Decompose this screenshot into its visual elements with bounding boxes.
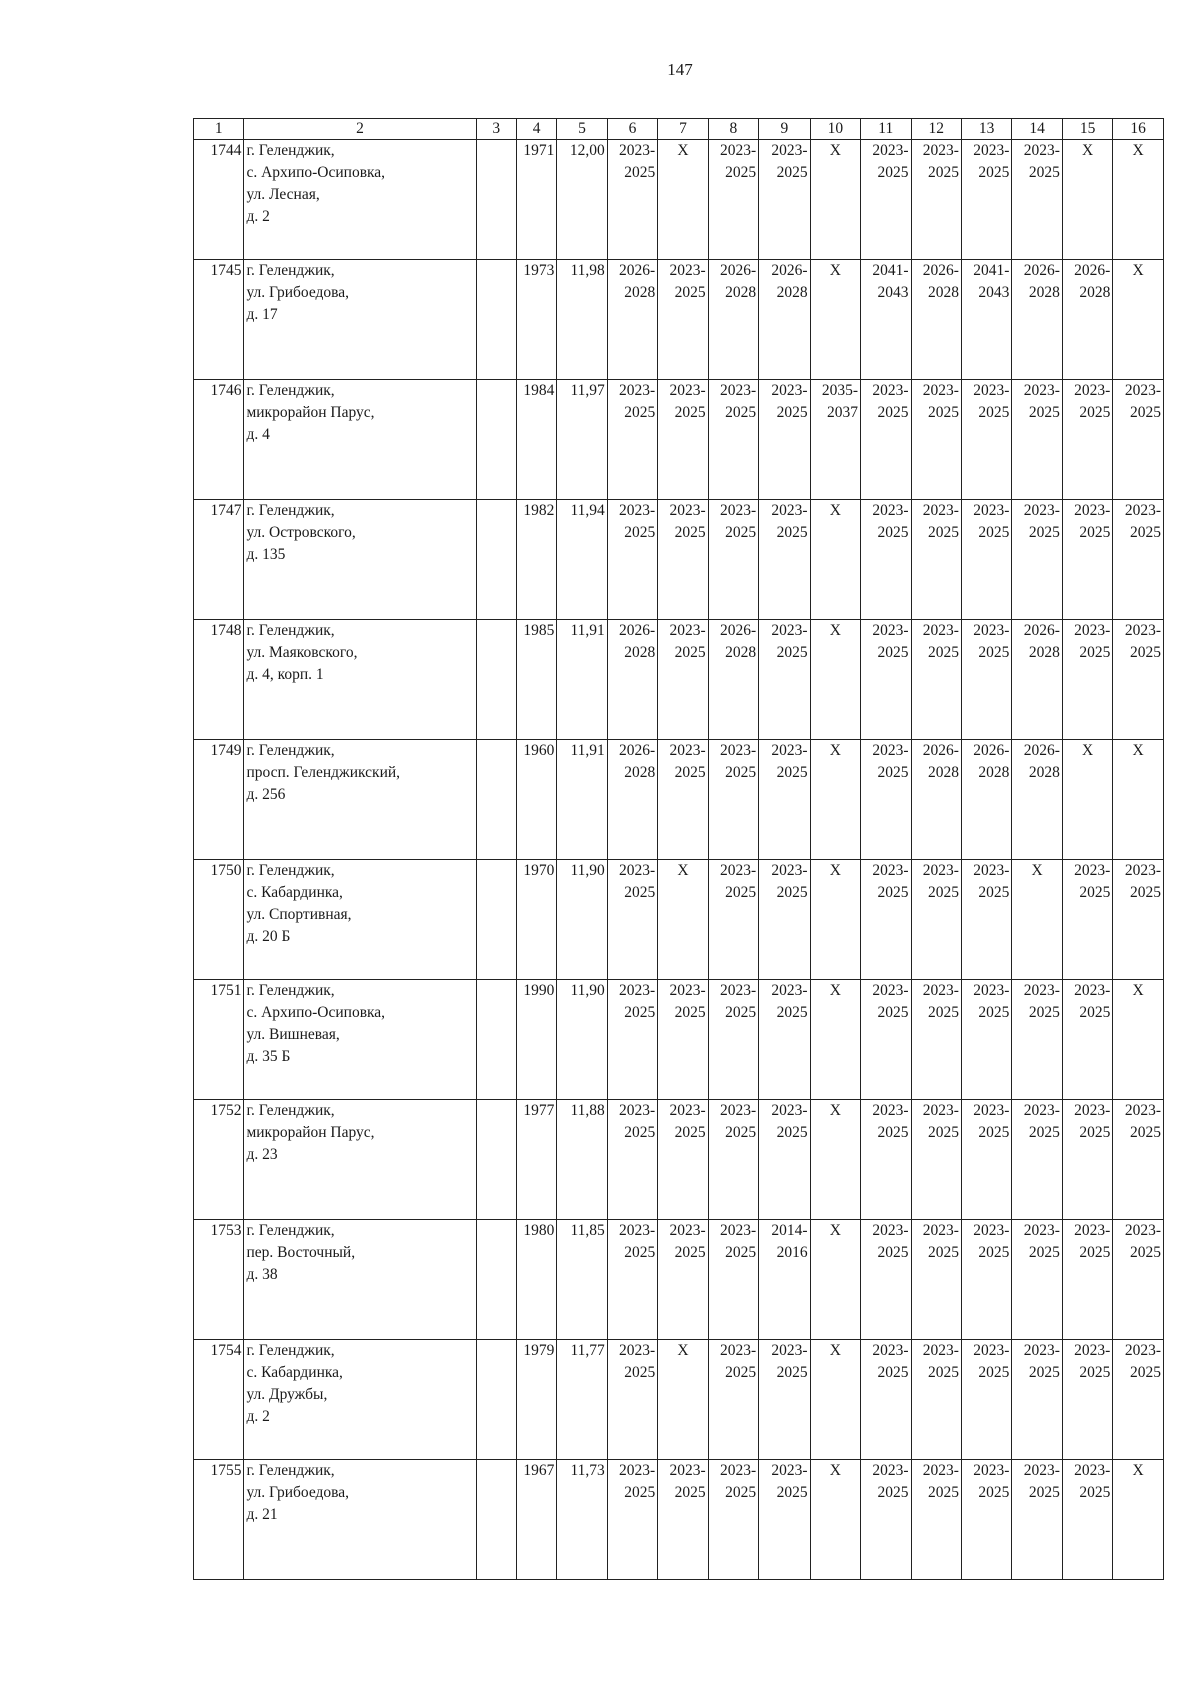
row-number: 1752 — [194, 1100, 244, 1220]
address-line: г. Геленджик, — [246, 1102, 335, 1119]
period-cell: 2023- 2025 — [607, 380, 657, 500]
table-row — [194, 1100, 1164, 1220]
header-cell: 7 — [658, 119, 708, 140]
address-line: д. 38 — [246, 1266, 278, 1283]
period-cell: 2023- 2025 — [961, 860, 1011, 980]
value-cell: 11,98 — [557, 260, 607, 380]
period-cell: 2023- 2025 — [607, 980, 657, 1100]
period-cell: 2023- 2025 — [861, 740, 911, 860]
period-cell: X — [658, 860, 708, 980]
period-cell: 2023- 2025 — [911, 860, 961, 980]
period-cell: 2026- 2028 — [1012, 620, 1062, 740]
period-cell: 2023- 2025 — [911, 1220, 961, 1340]
period-cell: X — [810, 140, 860, 260]
col3-cell — [476, 380, 516, 500]
period-cell: 2023- 2025 — [1113, 860, 1164, 980]
period-cell: 2023- 2025 — [961, 1100, 1011, 1220]
period-cell: X — [1113, 1460, 1164, 1580]
period-cell: 2023- 2025 — [708, 1340, 758, 1460]
address-line: микрорайон Парус, — [246, 404, 375, 421]
address-line: с. Архипо-Осиповка, — [246, 1004, 386, 1021]
period-cell: 2023- 2025 — [759, 140, 810, 260]
period-cell: X — [1062, 740, 1112, 860]
period-cell: 2023- 2025 — [1012, 500, 1062, 620]
period-cell: 2023- 2025 — [759, 500, 810, 620]
address-line: д. 4, корп. 1 — [246, 666, 324, 683]
period-cell: 2023- 2025 — [1012, 1220, 1062, 1340]
value-cell: 11,97 — [557, 380, 607, 500]
period-cell: 2023- 2025 — [961, 1460, 1011, 1580]
period-cell: 2023- 2025 — [1062, 1460, 1112, 1580]
header-cell: 12 — [911, 119, 961, 140]
value-cell: 11,73 — [557, 1460, 607, 1580]
table-row — [194, 140, 1164, 260]
period-cell: 2026- 2028 — [759, 260, 810, 380]
period-cell: 2023- 2025 — [961, 380, 1011, 500]
period-cell: 2023- 2025 — [911, 140, 961, 260]
period-cell: 2023- 2025 — [861, 980, 911, 1100]
period-cell: X — [1012, 860, 1062, 980]
period-cell: 2023- 2025 — [911, 1340, 961, 1460]
period-cell: 2023- 2025 — [1062, 500, 1112, 620]
period-cell: 2023- 2025 — [911, 380, 961, 500]
table-row — [194, 740, 1164, 860]
table-body — [194, 140, 1164, 1580]
row-number: 1747 — [194, 500, 244, 620]
period-cell: 2026- 2028 — [708, 260, 758, 380]
period-cell: 2026- 2028 — [708, 620, 758, 740]
address-cell — [244, 860, 476, 980]
period-cell: X — [810, 1460, 860, 1580]
address-line: с. Кабардинка, — [246, 1364, 343, 1381]
period-cell: 2023- 2025 — [961, 980, 1011, 1100]
address-cell — [244, 620, 476, 740]
col3-cell — [476, 140, 516, 260]
period-cell: 2023- 2025 — [1012, 1340, 1062, 1460]
table-row — [194, 380, 1164, 500]
period-cell: 2023- 2025 — [911, 980, 961, 1100]
period-cell: 2023- 2025 — [861, 1100, 911, 1220]
period-cell: 2023- 2025 — [1113, 500, 1164, 620]
header-cell: 10 — [810, 119, 860, 140]
period-cell: 2023- 2025 — [708, 1100, 758, 1220]
col3-cell — [476, 500, 516, 620]
header-cell: 15 — [1062, 119, 1112, 140]
table-row — [194, 860, 1164, 980]
period-cell: 2023- 2025 — [1012, 1460, 1062, 1580]
address-line: д. 2 — [246, 208, 270, 225]
period-cell: 2023- 2025 — [861, 1460, 911, 1580]
header-cell: 5 — [557, 119, 607, 140]
period-cell: 2023- 2025 — [708, 1220, 758, 1340]
col3-cell — [476, 1340, 516, 1460]
period-cell: X — [1113, 980, 1164, 1100]
period-cell: 2023- 2025 — [861, 500, 911, 620]
address-line: ул. Островского, — [246, 524, 356, 541]
period-cell: 2023- 2025 — [759, 1460, 810, 1580]
header-cell: 16 — [1113, 119, 1164, 140]
table-row — [194, 1220, 1164, 1340]
register-table — [193, 118, 1164, 1580]
header-cell: 6 — [607, 119, 657, 140]
header-cell: 3 — [476, 119, 516, 140]
period-cell: 2023- 2025 — [708, 740, 758, 860]
period-cell: 2023- 2025 — [607, 860, 657, 980]
address-line: г. Геленджик, — [246, 382, 335, 399]
year-cell: 1982 — [516, 500, 556, 620]
period-cell: 2026- 2028 — [607, 620, 657, 740]
period-cell: X — [810, 1340, 860, 1460]
period-cell: 2023- 2025 — [911, 1460, 961, 1580]
col3-cell — [476, 1100, 516, 1220]
period-cell: 2023- 2025 — [861, 380, 911, 500]
period-cell: X — [810, 620, 860, 740]
address-line: д. 23 — [246, 1146, 278, 1163]
period-cell: 2023- 2025 — [1113, 380, 1164, 500]
period-cell: 2023- 2025 — [607, 1340, 657, 1460]
address-line: г. Геленджик, — [246, 1462, 335, 1479]
value-cell: 11,88 — [557, 1100, 607, 1220]
period-cell: 2041- 2043 — [961, 260, 1011, 380]
year-cell: 1977 — [516, 1100, 556, 1220]
period-cell: 2023- 2025 — [1012, 980, 1062, 1100]
period-cell: 2023- 2025 — [658, 380, 708, 500]
address-cell — [244, 500, 476, 620]
address-line: г. Геленджик, — [246, 982, 335, 999]
address-line: г. Геленджик, — [246, 622, 335, 639]
period-cell: 2023- 2025 — [861, 1220, 911, 1340]
period-cell: 2023- 2025 — [1062, 620, 1112, 740]
period-cell: X — [1113, 740, 1164, 860]
period-cell: 2023- 2025 — [911, 500, 961, 620]
period-cell: 2041- 2043 — [861, 260, 911, 380]
address-line: ул. Маяковского, — [246, 644, 358, 661]
period-cell: 2023- 2025 — [961, 140, 1011, 260]
period-cell: 2023- 2025 — [759, 380, 810, 500]
address-cell — [244, 980, 476, 1100]
period-cell: 2023- 2025 — [1062, 860, 1112, 980]
period-cell: 2023- 2025 — [961, 1340, 1011, 1460]
address-line: д. 135 — [246, 546, 286, 563]
address-line: ул. Вишневая, — [246, 1026, 340, 1043]
address-line: ул. Грибоедова, — [246, 1484, 350, 1501]
period-cell: 2023- 2025 — [759, 1340, 810, 1460]
year-cell: 1990 — [516, 980, 556, 1100]
period-cell: 2023- 2025 — [1113, 1340, 1164, 1460]
row-number: 1744 — [194, 140, 244, 260]
period-cell: X — [810, 1220, 860, 1340]
period-cell: 2023- 2025 — [658, 1460, 708, 1580]
period-cell: 2023- 2025 — [759, 1100, 810, 1220]
address-cell — [244, 140, 476, 260]
address-line: с. Архипо-Осиповка, — [246, 164, 386, 181]
period-cell: 2023- 2025 — [861, 140, 911, 260]
row-number: 1753 — [194, 1220, 244, 1340]
address-line: пер. Восточный, — [246, 1244, 356, 1261]
period-cell: 2026- 2028 — [1012, 260, 1062, 380]
year-cell: 1970 — [516, 860, 556, 980]
address-line: д. 256 — [246, 786, 286, 803]
period-cell: 2023- 2025 — [1062, 1220, 1112, 1340]
period-cell: 2026- 2028 — [911, 260, 961, 380]
period-cell: 2023- 2025 — [607, 500, 657, 620]
table-row — [194, 1460, 1164, 1580]
period-cell: 2023- 2025 — [1062, 980, 1112, 1100]
period-cell: 2023- 2025 — [911, 620, 961, 740]
col3-cell — [476, 740, 516, 860]
period-cell: X — [1113, 140, 1164, 260]
address-line: д. 20 Б — [246, 928, 291, 945]
address-cell — [244, 1100, 476, 1220]
period-cell: 2023- 2025 — [1012, 140, 1062, 260]
period-cell: 2023- 2025 — [607, 1460, 657, 1580]
period-cell: 2023- 2025 — [1062, 1100, 1112, 1220]
table-row — [194, 260, 1164, 380]
period-cell: 2023- 2025 — [1113, 1100, 1164, 1220]
value-cell: 12,00 — [557, 140, 607, 260]
period-cell: 2023- 2025 — [961, 1220, 1011, 1340]
period-cell: X — [810, 500, 860, 620]
col3-cell — [476, 980, 516, 1100]
period-cell: 2023- 2025 — [1062, 380, 1112, 500]
row-number: 1745 — [194, 260, 244, 380]
period-cell: 2023- 2025 — [961, 620, 1011, 740]
period-cell: 2023- 2025 — [607, 1100, 657, 1220]
period-cell: 2023- 2025 — [961, 500, 1011, 620]
period-cell: X — [810, 860, 860, 980]
header-cell: 1 — [194, 119, 244, 140]
address-line: г. Геленджик, — [246, 742, 335, 759]
col3-cell — [476, 1220, 516, 1340]
period-cell: 2023- 2025 — [911, 1100, 961, 1220]
address-line: ул. Лесная, — [246, 186, 320, 203]
period-cell: 2023- 2025 — [708, 380, 758, 500]
row-number: 1754 — [194, 1340, 244, 1460]
period-cell: 2023- 2025 — [708, 980, 758, 1100]
header-cell: 2 — [244, 119, 476, 140]
address-line: г. Геленджик, — [246, 262, 335, 279]
period-cell: 2023- 2025 — [708, 1460, 758, 1580]
period-cell: 2023- 2025 — [861, 1340, 911, 1460]
period-cell: 2023- 2025 — [658, 1220, 708, 1340]
period-cell: 2023- 2025 — [1012, 1100, 1062, 1220]
address-line: г. Геленджик, — [246, 1222, 335, 1239]
period-cell: 2023- 2025 — [861, 620, 911, 740]
period-cell: 2023- 2025 — [708, 140, 758, 260]
period-cell: 2023- 2025 — [607, 1220, 657, 1340]
address-line: ул. Спортивная, — [246, 906, 352, 923]
period-cell: 2026- 2028 — [911, 740, 961, 860]
year-cell: 1979 — [516, 1340, 556, 1460]
address-cell — [244, 740, 476, 860]
value-cell: 11,85 — [557, 1220, 607, 1340]
row-number: 1751 — [194, 980, 244, 1100]
value-cell: 11,90 — [557, 860, 607, 980]
period-cell: 2023- 2025 — [759, 860, 810, 980]
period-cell: 2026- 2028 — [607, 740, 657, 860]
period-cell: 2023- 2025 — [658, 740, 708, 860]
row-number: 1749 — [194, 740, 244, 860]
year-cell: 1980 — [516, 1220, 556, 1340]
address-line: д. 35 Б — [246, 1048, 291, 1065]
period-cell: 2023- 2025 — [759, 620, 810, 740]
period-cell: 2023- 2025 — [708, 860, 758, 980]
value-cell: 11,91 — [557, 620, 607, 740]
period-cell: 2014- 2016 — [759, 1220, 810, 1340]
address-line: ул. Дружбы, — [246, 1386, 328, 1403]
header-cell: 11 — [861, 119, 911, 140]
header-cell: 9 — [759, 119, 810, 140]
page-number: 147 — [667, 60, 693, 79]
year-cell: 1960 — [516, 740, 556, 860]
period-cell: X — [810, 980, 860, 1100]
year-cell: 1967 — [516, 1460, 556, 1580]
period-cell: 2023- 2025 — [658, 620, 708, 740]
table-row — [194, 620, 1164, 740]
address-cell — [244, 1460, 476, 1580]
period-cell: X — [658, 140, 708, 260]
period-cell: X — [810, 740, 860, 860]
address-line: г. Геленджик, — [246, 862, 335, 879]
period-cell: 2023- 2025 — [759, 980, 810, 1100]
period-cell: 2023- 2025 — [1012, 380, 1062, 500]
address-line: микрорайон Парус, — [246, 1124, 375, 1141]
period-cell: 2026- 2028 — [1062, 260, 1112, 380]
period-cell: 2023- 2025 — [658, 980, 708, 1100]
period-cell: 2026- 2028 — [961, 740, 1011, 860]
value-cell: 11,94 — [557, 500, 607, 620]
table-row — [194, 980, 1164, 1100]
address-line: г. Геленджик, — [246, 142, 335, 159]
period-cell: 2023- 2025 — [1113, 620, 1164, 740]
period-cell: 2023- 2025 — [607, 140, 657, 260]
value-cell: 11,90 — [557, 980, 607, 1100]
header-cell: 8 — [708, 119, 758, 140]
period-cell: 2023- 2025 — [861, 860, 911, 980]
address-cell — [244, 380, 476, 500]
period-cell: 2023- 2025 — [1062, 1340, 1112, 1460]
value-cell: 11,91 — [557, 740, 607, 860]
col3-cell — [476, 620, 516, 740]
col3-cell — [476, 1460, 516, 1580]
header-row — [194, 119, 1164, 140]
col3-cell — [476, 860, 516, 980]
address-line: просп. Геленджикский, — [246, 764, 401, 781]
year-cell: 1984 — [516, 380, 556, 500]
period-cell: 2026- 2028 — [1012, 740, 1062, 860]
address-line: с. Кабардинка, — [246, 884, 343, 901]
period-cell: 2023- 2025 — [759, 740, 810, 860]
header-cell: 14 — [1012, 119, 1062, 140]
period-cell: 2023- 2025 — [658, 500, 708, 620]
table-row — [194, 1340, 1164, 1460]
table-row — [194, 500, 1164, 620]
address-line: д. 2 — [246, 1408, 270, 1425]
period-cell: 2035- 2037 — [810, 380, 860, 500]
header-cell: 4 — [516, 119, 556, 140]
row-number: 1750 — [194, 860, 244, 980]
row-number: 1746 — [194, 380, 244, 500]
address-line: д. 17 — [246, 306, 278, 323]
period-cell: X — [658, 1340, 708, 1460]
period-cell: X — [810, 260, 860, 380]
address-line: г. Геленджик, — [246, 502, 335, 519]
year-cell: 1973 — [516, 260, 556, 380]
address-line: г. Геленджик, — [246, 1342, 335, 1359]
row-number: 1755 — [194, 1460, 244, 1580]
address-cell — [244, 260, 476, 380]
address-line: д. 4 — [246, 426, 270, 443]
col3-cell — [476, 260, 516, 380]
year-cell: 1971 — [516, 140, 556, 260]
period-cell: 2023- 2025 — [658, 1100, 708, 1220]
period-cell: X — [1062, 140, 1112, 260]
address-line: д. 21 — [246, 1506, 278, 1523]
address-cell — [244, 1340, 476, 1460]
period-cell: 2023- 2025 — [658, 260, 708, 380]
value-cell: 11,77 — [557, 1340, 607, 1460]
address-cell — [244, 1220, 476, 1340]
header-cell: 13 — [961, 119, 1011, 140]
row-number: 1748 — [194, 620, 244, 740]
period-cell: 2026- 2028 — [607, 260, 657, 380]
address-line: ул. Грибоедова, — [246, 284, 350, 301]
year-cell: 1985 — [516, 620, 556, 740]
period-cell: 2023- 2025 — [1113, 1220, 1164, 1340]
period-cell: X — [1113, 260, 1164, 380]
period-cell: 2023- 2025 — [708, 500, 758, 620]
period-cell: X — [810, 1100, 860, 1220]
